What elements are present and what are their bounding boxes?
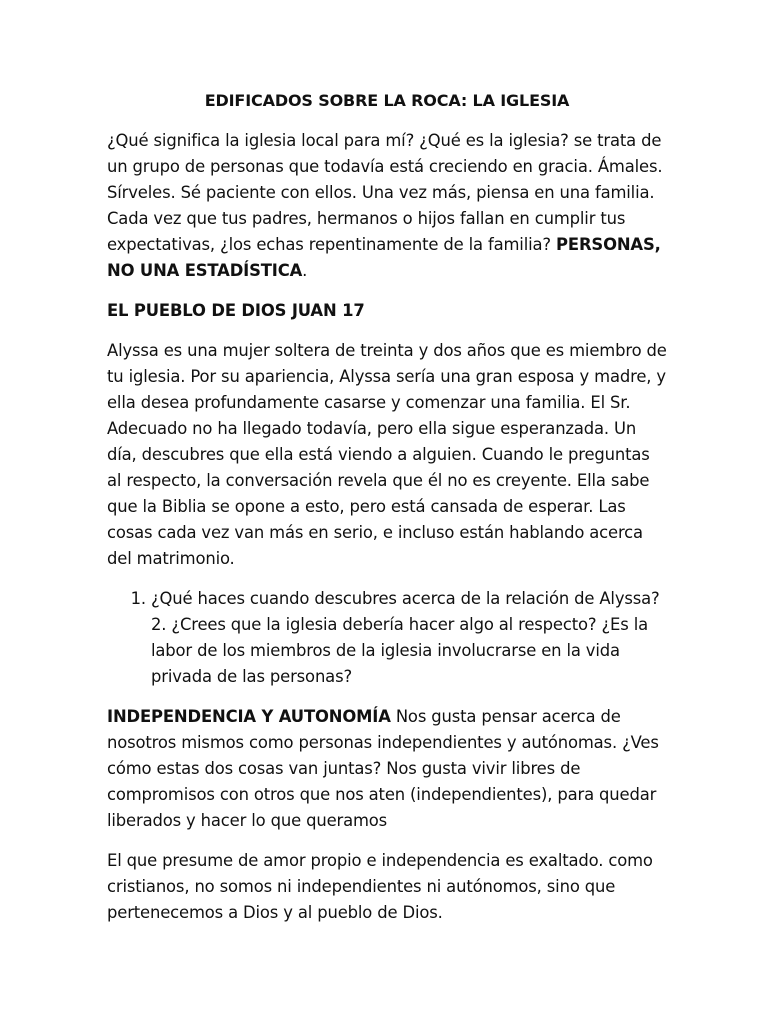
paragraph-end: . [302, 261, 308, 280]
question-list [107, 586, 667, 690]
paragraph-independencia [107, 704, 667, 834]
paragraph-text: Nos gusta pensar acerca de nosotros mismos como personas independientes y autónomas. ¿Ves cómo estas dos cosas van juntas? Nos gusta vivir libres de compromisos con otros que nos aten (independientes), para quedar liberados y hacer lo que queramos [107, 707, 659, 830]
paragraph-alyssa: Alyssa es una mujer soltera de treinta y dos años que es miembro de tu iglesia. Por su apariencia, Alyssa sería una gran esposa y madre, y ella desea profundamente casarse y comenzar una familia. El Sr. Adecuado no ha llegado todavía, pero ella sigue esperanzada. Un día, descubres que ella está viendo a alguien. Cuando le preguntas al respecto, la conversación revela que él no es creyente. Ella sabe que la Biblia se opone a esto, pero está cansada de esperar. Las cosas cada vez van más en serio, e incluso están hablando acerca del matrimonio. [107, 341, 667, 568]
document-page [107, 88, 667, 940]
section-heading-pueblo: EL PUEBLO DE DIOS JUAN 17 [107, 301, 365, 320]
document-title: EDIFICADOS SOBRE LA ROCA: LA IGLESIA [204, 91, 570, 110]
paragraph-amor-propio: El que presume de amor propio e independencia es exaltado. como cristianos, no somos ni independientes ni autónomos, sino que pertenecemos a Dios y al pueblo de Dios. [107, 851, 653, 922]
bold-phrase: PERSONAS, NO UNA ESTADÍSTICA [107, 235, 661, 280]
paragraph-iglesia-local [107, 128, 667, 284]
bold-lead: INDEPENDENCIA Y AUTONOMÍA [107, 707, 391, 726]
list-item: 1. ¿Qué haces cuando descubres acerca de la relación de Alyssa? 2. ¿Crees que la iglesia debería hacer algo al respecto? ¿Es la labor de los miembros de la iglesia involucrarse en la vida privada de las personas? [151, 586, 667, 690]
paragraph-text: ¿Qué significa la iglesia local para mí? ¿Qué es la iglesia? se trata de un grupo de personas que todavía está creciendo en gracia. Ámales. Sírveles. Sé paciente con ellos. Una vez más, piensa en una familia. Cada vez que tus padres, hermanos o hijos fallan en cumplir tus expectativas, ¿los echas repentinamente de la familia? [107, 131, 663, 254]
